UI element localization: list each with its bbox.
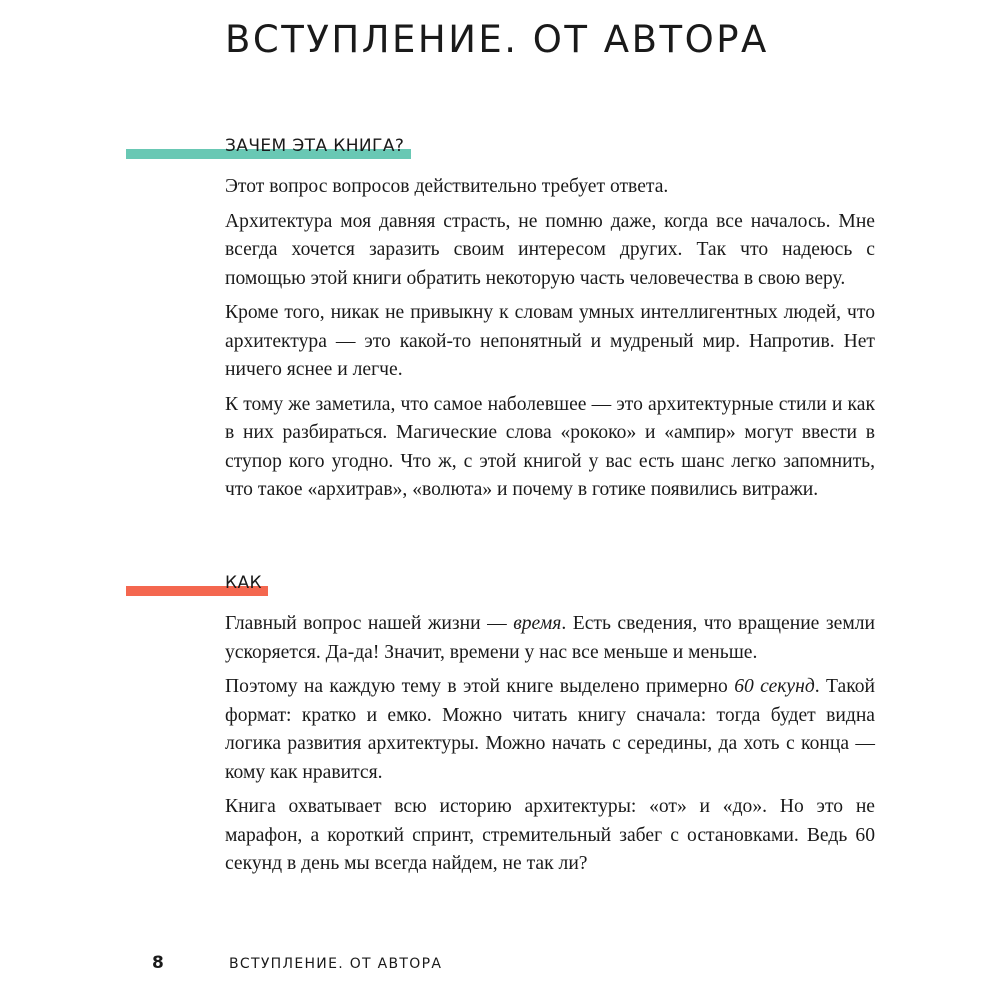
emphasis-text: время bbox=[513, 613, 562, 634]
paragraph bbox=[225, 673, 875, 787]
section-heading-text: КАК bbox=[225, 573, 262, 593]
section-why-this-book bbox=[225, 135, 875, 511]
section-heading-text: ЗАЧЕМ ЭТА КНИГА? bbox=[225, 136, 405, 156]
paragraph: Кроме того, никак не привыкну к словам умных интеллигентных людей, что архитектура — это какой-то непонятный и мудреный мир. Напротив. Нет ничего яснее и легче. bbox=[225, 302, 875, 380]
paragraph-text: . Есть сведения, что вращение земли ускоряется. Да-да! Значит, времени у нас все меньше и меньше. bbox=[225, 613, 875, 663]
chapter-title: ВСТУПЛЕНИЕ. ОТ АВТОРА bbox=[225, 18, 769, 61]
section-heading bbox=[225, 135, 875, 169]
paragraph bbox=[225, 610, 875, 667]
paragraph-text: . Такой формат: кратко и емко. Можно читать книгу сначала: тогда будет видна логика развития архитектуры. Можно начать с середины, да хоть с конца — кому как нравится. bbox=[225, 676, 875, 783]
page-footer bbox=[152, 953, 442, 973]
paragraph: Книга охватывает всю историю архитектуры: «от» и «до». Но это не марафон, а короткий спринт, стремительный забег с остановками. Ведь 60 секунд в день мы всегда найдем, не так ли? bbox=[225, 796, 875, 874]
paragraph-text: Поэтому на каждую тему в этой книге выделено примерно bbox=[225, 676, 735, 697]
running-header: ВСТУПЛЕНИЕ. ОТ АВТОРА bbox=[229, 956, 443, 972]
page-number: 8 bbox=[152, 953, 164, 973]
emphasis-text: 60 секунд bbox=[734, 676, 815, 697]
paragraph: Архитектура моя давняя страсть, не помню даже, когда все началось. Мне всегда хочется заразить своим интересом других. Так что надеюсь с помощью этой книги обратить некоторую часть человечества в свою веру. bbox=[225, 210, 875, 289]
section-heading bbox=[225, 572, 875, 606]
paragraph-text: Главный вопрос нашей жизни — bbox=[225, 613, 514, 634]
section-how bbox=[225, 572, 875, 885]
paragraph: Этот вопрос вопросов действительно требует ответа. bbox=[225, 176, 669, 197]
paragraph: К тому же заметила, что самое наболевшее — это архитектурные стили и как в них разбираться. Магические слова «рококо» и «ампир» могут ввести в ступор кого угодно. Что ж, с этой книгой у вас есть шанс легко запомнить, что такое «архитрав», «волюта» и почему в готике появились витражи. bbox=[225, 393, 875, 500]
